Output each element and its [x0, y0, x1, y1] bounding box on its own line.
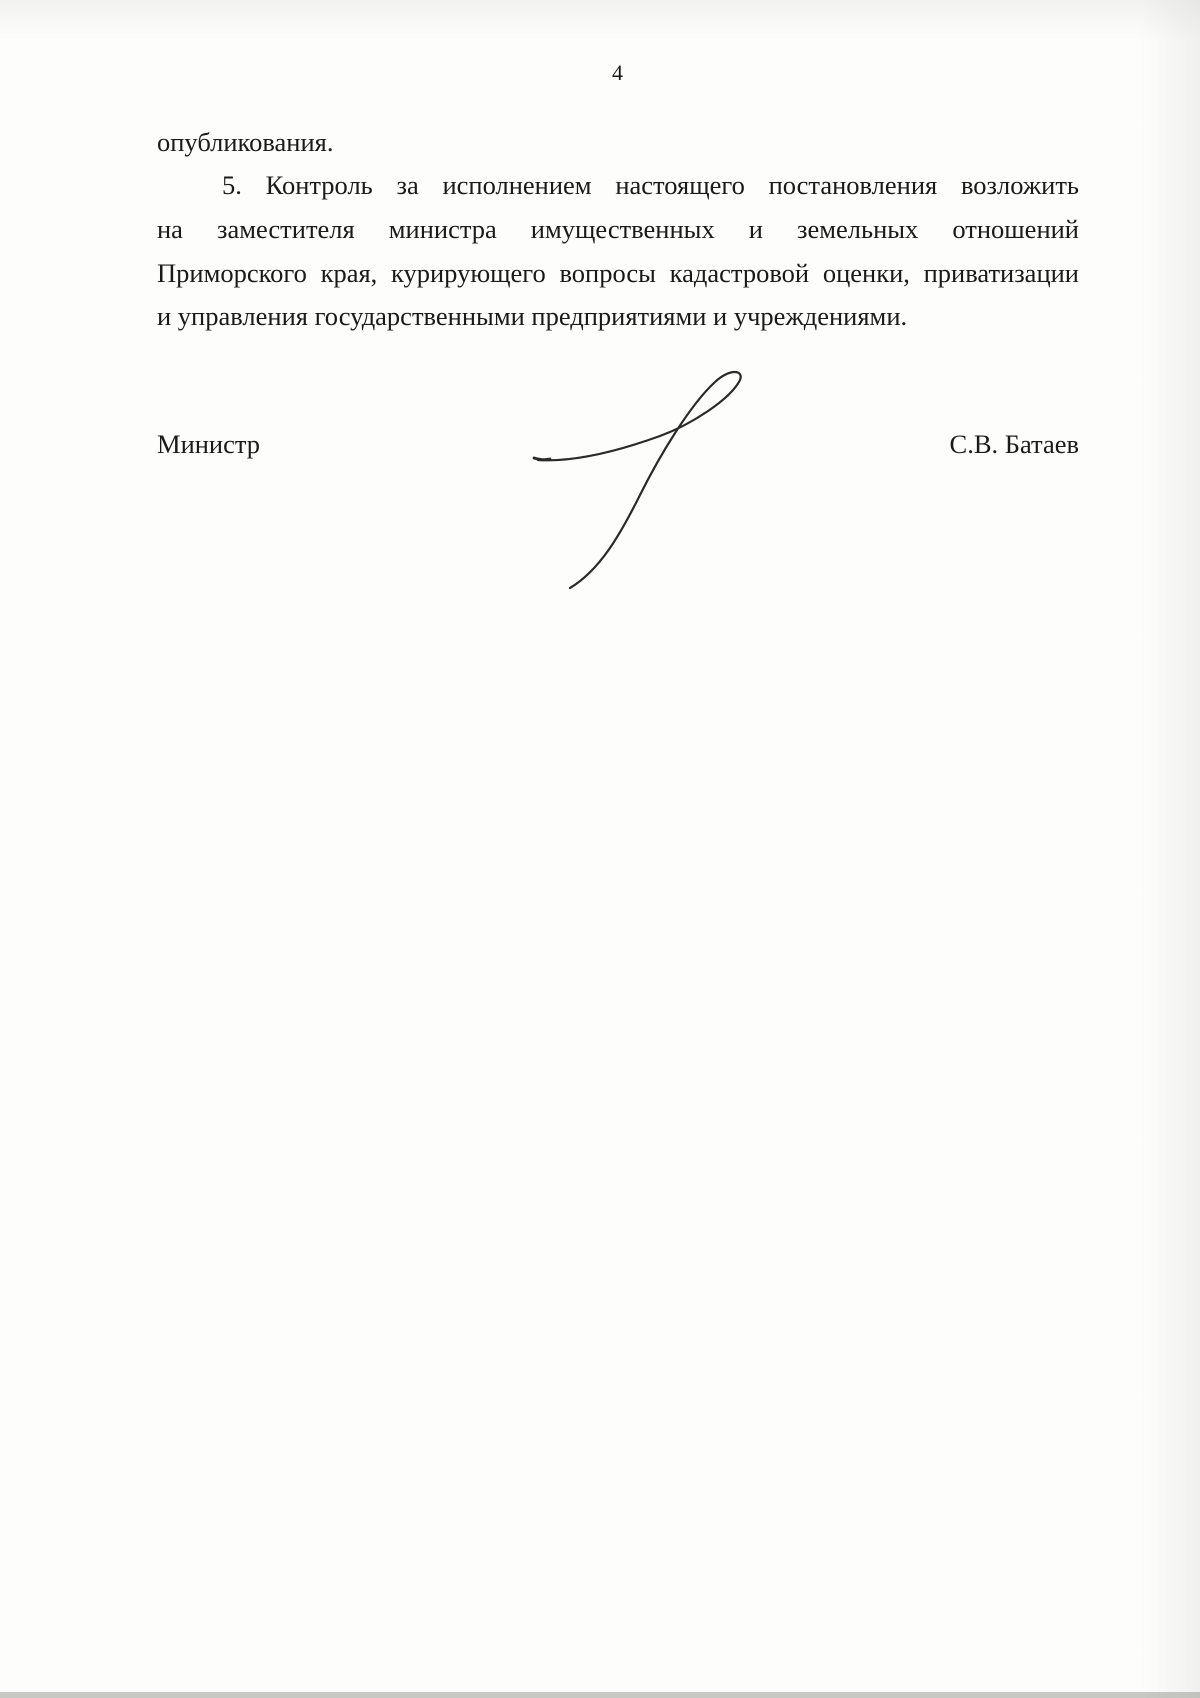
- body-line-2: 5. Контроль за исполнением настоящего постановления возложить: [222, 170, 1079, 200]
- body-line-1: опубликования.: [157, 127, 334, 157]
- scan-shadow-right: [1140, 0, 1200, 1698]
- body-line-3: на заместителя министра имущественных и земельных отношений: [157, 214, 1079, 244]
- signer-title: Министр: [157, 429, 261, 459]
- body-line-5: и управления государственными предприятиями и учреждениями.: [157, 301, 908, 331]
- signer-name: С.В. Батаев: [949, 429, 1079, 459]
- scan-edge-bottom: [0, 1692, 1200, 1698]
- scan-shadow-top: [0, 0, 1200, 40]
- signature-icon: [530, 370, 750, 590]
- body-line-4: Приморского края, курирующего вопросы кадастровой оценки, приватизации: [157, 258, 1079, 288]
- page-number: 4: [612, 60, 623, 85]
